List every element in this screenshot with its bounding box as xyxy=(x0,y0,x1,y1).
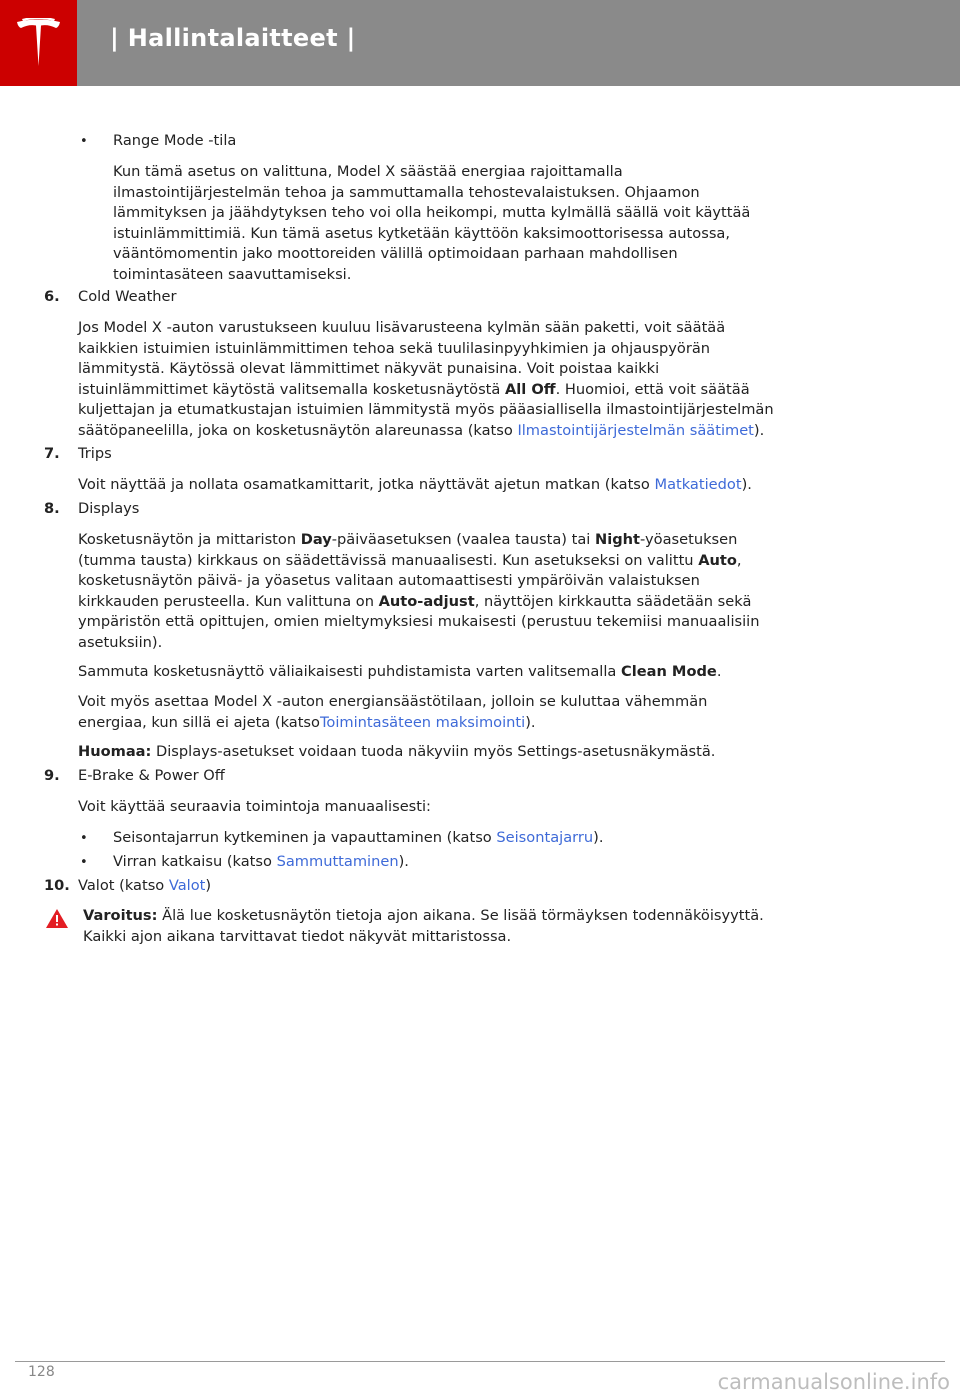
text-span: , näyttöjen kirkkautta säädetään sekä xyxy=(474,592,752,610)
cold-weather-line: kaikkien istuimien istuinlämmittimen tehoa sekä tuulilasinpyyhkimien ja ohjauspyörän xyxy=(78,339,711,357)
range-mode-line: lämmityksen ja jäähdytyksen teho voi olla heikompi, mutta kylmällä säällä voit käyttää xyxy=(113,204,751,221)
item-number: 8. xyxy=(44,500,60,517)
text-span: . xyxy=(716,663,722,680)
text-span: Kosketusnäytön ja mittariston xyxy=(78,531,301,548)
ebrake-title: E-Brake & Power Off xyxy=(78,767,225,784)
text-span: istuinlämmittimet käytöstä valitsemalla kosketusnäytöstä xyxy=(78,380,505,398)
climate-controls-link[interactable]: Ilmastointijärjestelmän säätimet xyxy=(517,421,754,439)
night-label: Night xyxy=(594,531,641,548)
text-span: -päiväasetuksen (vaalea tausta) tai xyxy=(331,531,595,548)
text-span: , xyxy=(736,551,742,569)
text-span: ). xyxy=(398,853,409,870)
displays-line: ympäristön että opittujen, omien mieltymyksiesi mukaisesti (perustuu tekemiisi manuaalisiin xyxy=(78,613,760,630)
text-span: ). xyxy=(741,476,752,493)
cold-weather-title: Cold Weather xyxy=(78,288,177,305)
lights-line xyxy=(78,876,211,897)
range-mode-line: ilmastointijärjestelmän tehoa ja sammuttamalla tehostevalaistuksen. Ohjaamon xyxy=(113,183,700,201)
cold-weather-line: kuljettajan ja etumatkustajan istuimien lämmitystä myös pääasiallisella ilmastointijärjestelmän xyxy=(78,401,774,418)
page-header xyxy=(0,0,960,86)
text-span: Valot (katso xyxy=(78,877,169,894)
cold-weather-line xyxy=(78,421,764,442)
ebrake-bullet xyxy=(113,828,603,849)
bullet-marker: • xyxy=(80,855,88,870)
lights-link[interactable]: Valot xyxy=(168,877,206,894)
item-number: 9. xyxy=(44,767,60,784)
day-label: Day xyxy=(300,531,332,548)
text-span: Voit näyttää ja nollata osamatkamittarit, jotka näyttävät ajetun matkan (katso xyxy=(78,476,655,493)
note-text: Displays-asetukset voidaan tuoda näkyviin myös Settings-asetusnäkymästä. xyxy=(151,743,716,760)
power-off-link[interactable]: Sammuttaminen xyxy=(276,853,399,870)
cold-weather-line: lämmitystä. Käytössä olevat lämmittimet näkyvät punaisina. Voit poistaa kaikki xyxy=(78,360,660,377)
note-label: Huomaa: xyxy=(78,743,152,760)
parking-brake-link[interactable]: Seisontajarru xyxy=(496,829,594,846)
section-title: | Hallintalaitteet | xyxy=(110,24,356,52)
ebrake-intro: Voit käyttää seuraavia toimintoja manuaalisesti: xyxy=(78,798,431,815)
clean-mode-paragraph xyxy=(78,662,721,683)
brand-logo xyxy=(0,0,77,86)
warning-line xyxy=(83,906,764,927)
text-span: ) xyxy=(205,877,212,894)
item-number: 10. xyxy=(44,877,70,894)
energy-saving-line xyxy=(78,713,536,734)
watermark: carmanualsonline.info xyxy=(717,1370,950,1394)
bullet-marker: • xyxy=(80,831,88,846)
displays-title: Displays xyxy=(78,500,140,517)
cold-weather-line xyxy=(78,380,750,401)
displays-line xyxy=(78,530,737,551)
text-span: (tumma tausta) kirkkaus on säädettävissä manuaalisesti. Kun asetukseksi on valittu xyxy=(78,551,699,569)
auto-adjust-label: Auto-adjust xyxy=(378,592,475,610)
footer-divider xyxy=(15,1361,945,1362)
text-span: . Huomioi, että voit säätää xyxy=(555,380,750,398)
trips-title: Trips xyxy=(78,445,112,462)
range-mode-line: toimintasäteen saavuttamiseksi. xyxy=(113,265,352,283)
text-span: ). xyxy=(525,713,536,731)
all-off-label: All Off xyxy=(504,380,556,398)
text-span: kirkkauden perusteella. Kun valittuna on xyxy=(78,592,379,610)
page-number: 128 xyxy=(28,1364,55,1380)
range-mode-line: Kun tämä asetus on valittuna, Model X säästää energiaa rajoittamalla xyxy=(113,163,623,180)
ebrake-bullet xyxy=(113,852,409,873)
clean-mode-label: Clean Mode xyxy=(621,663,717,680)
warning-icon xyxy=(45,908,69,929)
text-span: Sammuta kosketusnäyttö väliaikaisesti puhdistamista varten valitsemalla xyxy=(78,663,621,680)
displays-note xyxy=(78,742,715,763)
energy-saving-line: Voit myös asettaa Model X -auton energiansäästötilaan, jolloin se kuluttaa vähemmän xyxy=(78,693,708,710)
text-span: säätöpaneelilla, joka on kosketusnäytön alareunassa (katso xyxy=(78,421,518,439)
displays-line: kosketusnäytön päivä- ja yöasetus valitaan automaattisesti ympäröivän valaistuksen xyxy=(78,572,700,589)
text-span: ). xyxy=(753,421,765,439)
displays-line xyxy=(78,592,751,613)
warning-text: Älä lue kosketusnäytön tietoja ajon aikana. Se lisää törmäyksen todennäköisyyttä. xyxy=(157,907,764,924)
bullet-marker: • xyxy=(80,134,88,149)
text-span: -yöasetuksen xyxy=(640,531,738,548)
warning-line: Kaikki ajon aikana tarvittavat tiedot näkyvät mittaristossa. xyxy=(83,927,512,945)
text-span: Seisontajarrun kytkeminen ja vapauttaminen (katso xyxy=(113,829,497,846)
range-mode-title: Range Mode -tila xyxy=(113,132,237,149)
displays-line: asetuksiin). xyxy=(78,633,163,651)
trips-line xyxy=(78,475,752,496)
text-span: Virran katkaisu (katso xyxy=(113,853,277,870)
displays-line xyxy=(78,551,742,572)
tesla-logo-icon xyxy=(15,18,62,68)
text-span: ). xyxy=(593,829,604,846)
item-number: 7. xyxy=(44,445,60,462)
range-mode-line: istuinlämmittimiä. Kun tämä asetus kytketään käyttöön kaksimoottorisessa autossa, xyxy=(113,224,730,242)
range-maximizing-link[interactable]: Toimintasäteen maksimointi xyxy=(319,713,526,731)
warning-label: Varoitus: xyxy=(83,907,158,924)
range-mode-line: vääntömomentin jako moottoreiden välillä optimoidaan parhaan mahdollisen xyxy=(113,245,678,262)
cold-weather-line: Jos Model X -auton varustukseen kuuluu lisävarusteena kylmän sään paketti, voit säätää xyxy=(78,319,726,336)
trip-info-link[interactable]: Matkatiedot xyxy=(654,476,742,493)
auto-label: Auto xyxy=(698,551,737,569)
text-span: energiaa, kun sillä ei ajeta (katso xyxy=(78,713,320,731)
item-number: 6. xyxy=(44,288,60,305)
